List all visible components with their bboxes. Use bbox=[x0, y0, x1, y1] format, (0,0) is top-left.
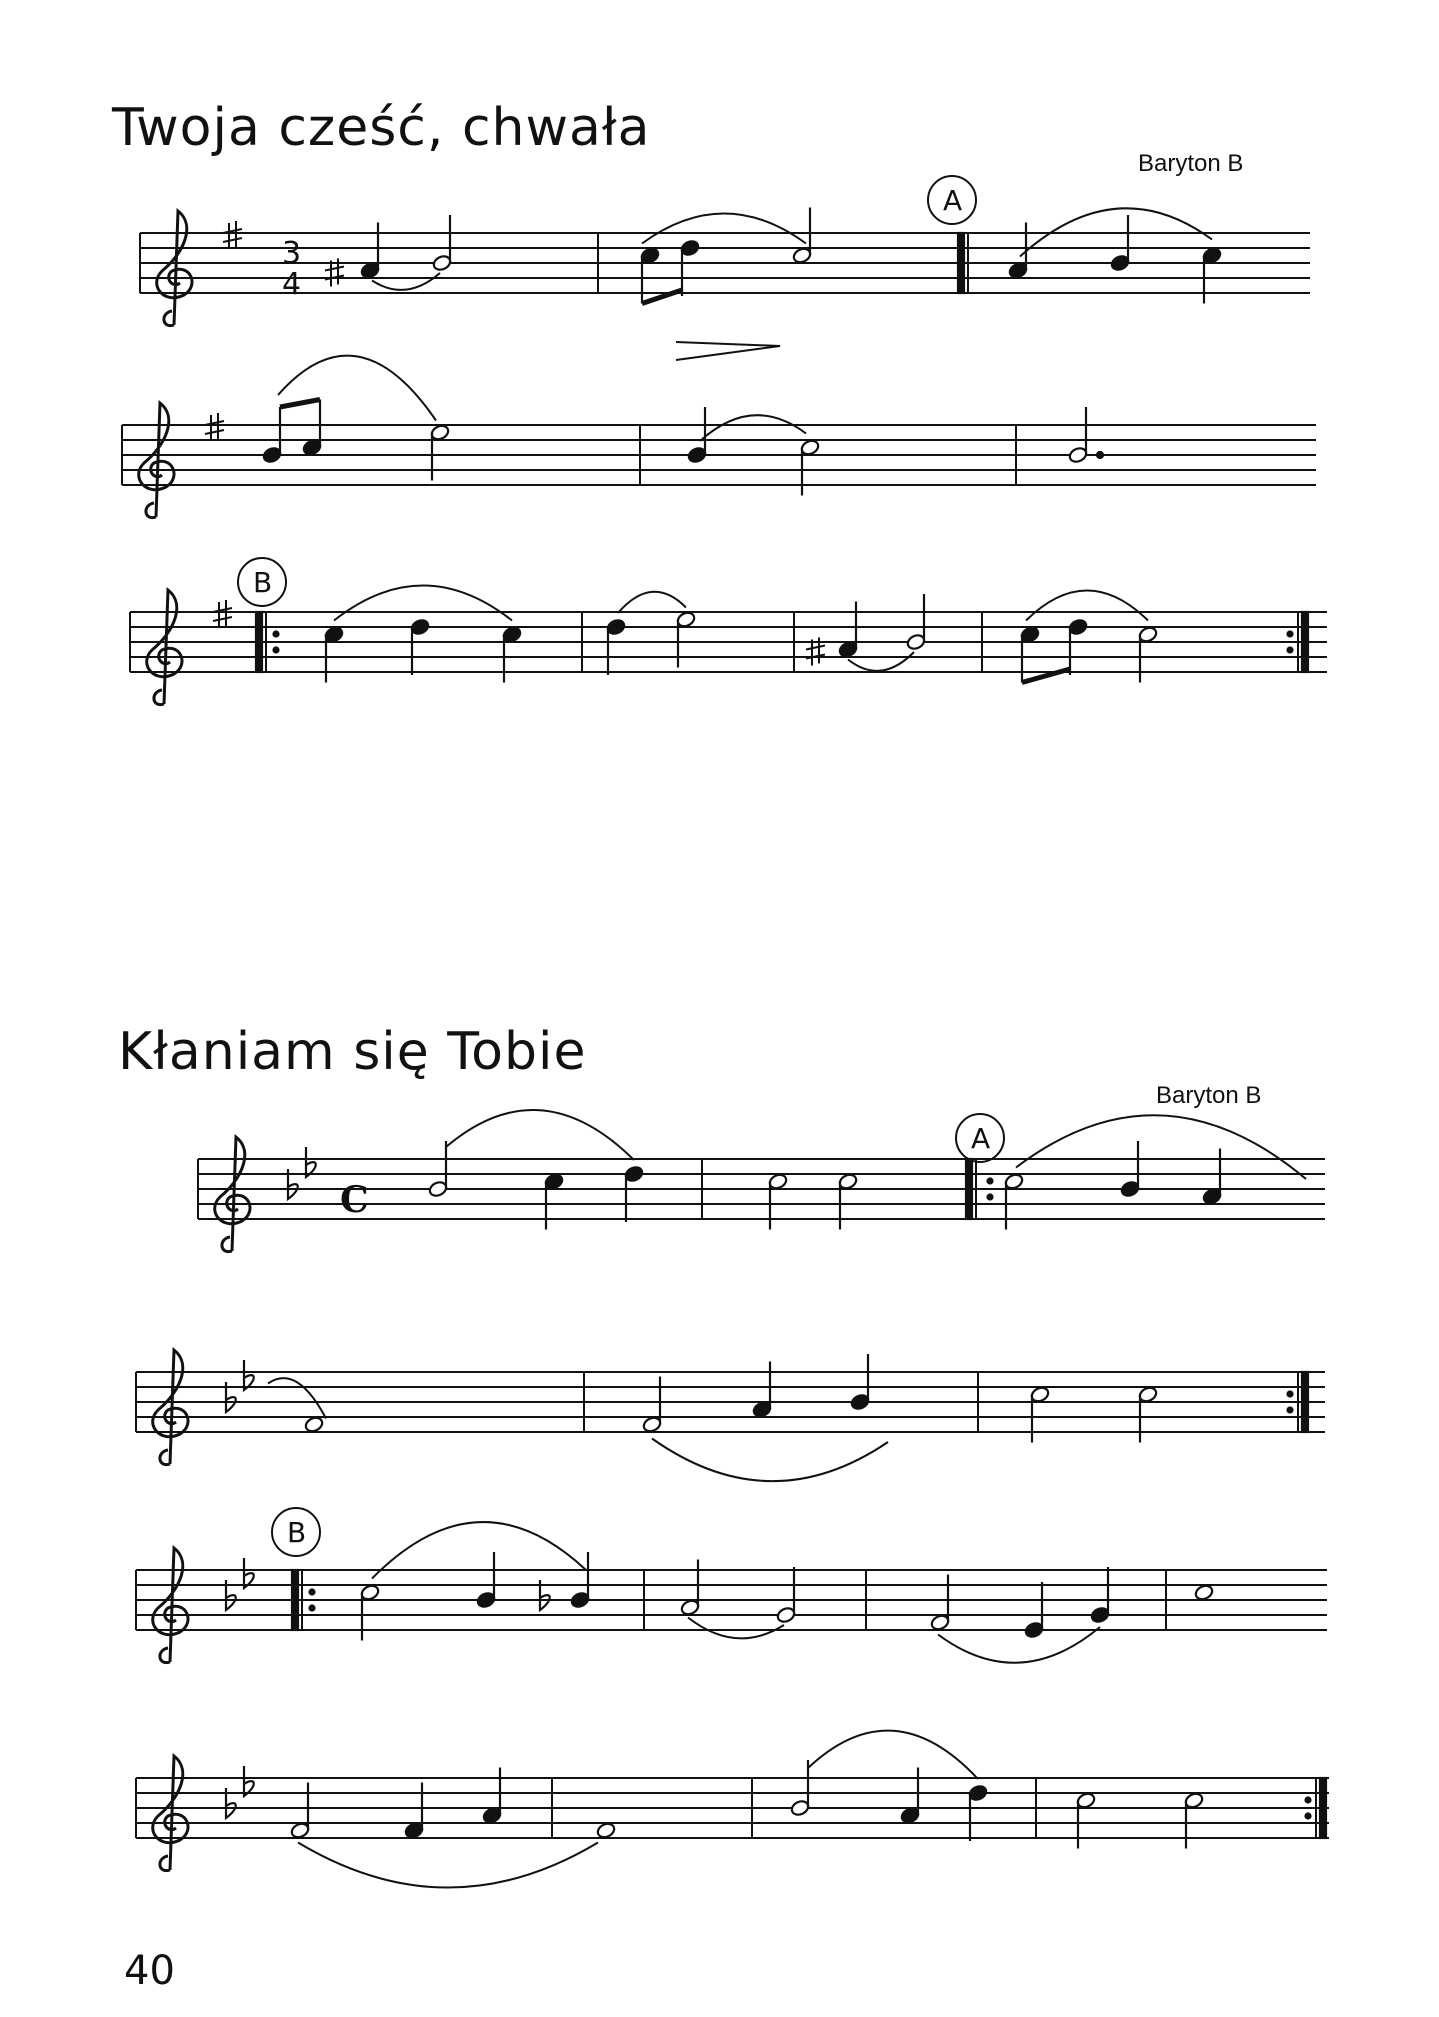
repeat-start-barline bbox=[966, 1159, 972, 1219]
flat-icon bbox=[244, 1360, 254, 1390]
song-1-voice-label: Baryton B bbox=[1138, 150, 1244, 177]
treble-clef-icon bbox=[147, 590, 182, 705]
repeat-end-barline bbox=[1302, 612, 1308, 672]
repeat-end-barline bbox=[1302, 1372, 1308, 1432]
treble-clef-icon bbox=[157, 211, 192, 326]
slur bbox=[268, 1378, 326, 1418]
repeat-dot bbox=[1288, 648, 1293, 653]
slur bbox=[700, 415, 806, 441]
time-signature-bottom: 4 bbox=[282, 267, 302, 302]
treble-clef-icon bbox=[153, 1756, 188, 1871]
augmentation-dot bbox=[1097, 452, 1103, 458]
treble-clef-icon bbox=[153, 1350, 188, 1465]
repeat-dot bbox=[988, 1195, 993, 1200]
repeat-dot bbox=[1288, 1408, 1293, 1413]
sharp-icon bbox=[205, 413, 224, 441]
repeat-start-barline bbox=[256, 612, 262, 672]
repeat-start-barline bbox=[292, 1570, 298, 1630]
slur bbox=[808, 1731, 978, 1779]
flat-icon bbox=[306, 1147, 316, 1177]
beam bbox=[280, 400, 320, 408]
repeat-dot bbox=[274, 648, 279, 653]
slur bbox=[848, 652, 914, 671]
rehearsal-mark-b2-letter: B bbox=[287, 1516, 307, 1549]
slur bbox=[938, 1627, 1100, 1663]
treble-clef-icon bbox=[153, 1548, 188, 1663]
flat-icon bbox=[244, 1766, 254, 1796]
slur bbox=[642, 214, 806, 244]
common-time-signature: C bbox=[340, 1179, 369, 1221]
rehearsal-mark-a1-letter: A bbox=[943, 184, 963, 217]
half-note bbox=[304, 1415, 325, 1433]
slur bbox=[334, 586, 512, 621]
repeat-dot bbox=[1288, 632, 1293, 637]
song-1-title: Twoja cześć, chwała bbox=[112, 98, 651, 158]
sharp-icon bbox=[223, 221, 242, 249]
slur bbox=[1016, 1115, 1306, 1179]
repeat-dot bbox=[988, 1179, 993, 1184]
slur bbox=[298, 1843, 598, 1888]
sharp-icon bbox=[213, 600, 232, 628]
slur bbox=[446, 1110, 634, 1160]
staves bbox=[122, 233, 1329, 1838]
repeat-dot bbox=[310, 1606, 315, 1611]
half-note bbox=[596, 1821, 617, 1839]
slur bbox=[372, 273, 440, 290]
slur bbox=[652, 1439, 888, 1482]
rehearsal-mark-a2-letter: A bbox=[971, 1122, 991, 1155]
time-signature-top: 3 bbox=[282, 236, 302, 271]
slur bbox=[688, 1618, 784, 1639]
song-2-voice-label: Baryton B bbox=[1156, 1082, 1262, 1109]
repeat-end-barline bbox=[1320, 1778, 1326, 1838]
repeat-dot bbox=[1288, 1392, 1293, 1397]
double-barline bbox=[958, 233, 964, 293]
slur bbox=[278, 356, 436, 421]
slur bbox=[618, 592, 686, 613]
treble-clef-icon bbox=[215, 1137, 250, 1252]
page-number: 40 bbox=[124, 1948, 175, 1994]
song-2-title: Kłaniam się Tobie bbox=[118, 1022, 587, 1082]
rehearsal-mark-b1-letter: B bbox=[253, 566, 273, 599]
treble-clef-icon bbox=[139, 403, 174, 518]
slur bbox=[1026, 591, 1148, 621]
decrescendo-hairpin bbox=[676, 342, 780, 360]
repeat-dot bbox=[274, 632, 279, 637]
repeat-dot bbox=[1306, 1798, 1311, 1803]
repeat-dot bbox=[310, 1590, 315, 1595]
repeat-dot bbox=[1306, 1814, 1311, 1819]
half-note bbox=[1194, 1583, 1215, 1601]
flat-icon bbox=[244, 1558, 254, 1588]
